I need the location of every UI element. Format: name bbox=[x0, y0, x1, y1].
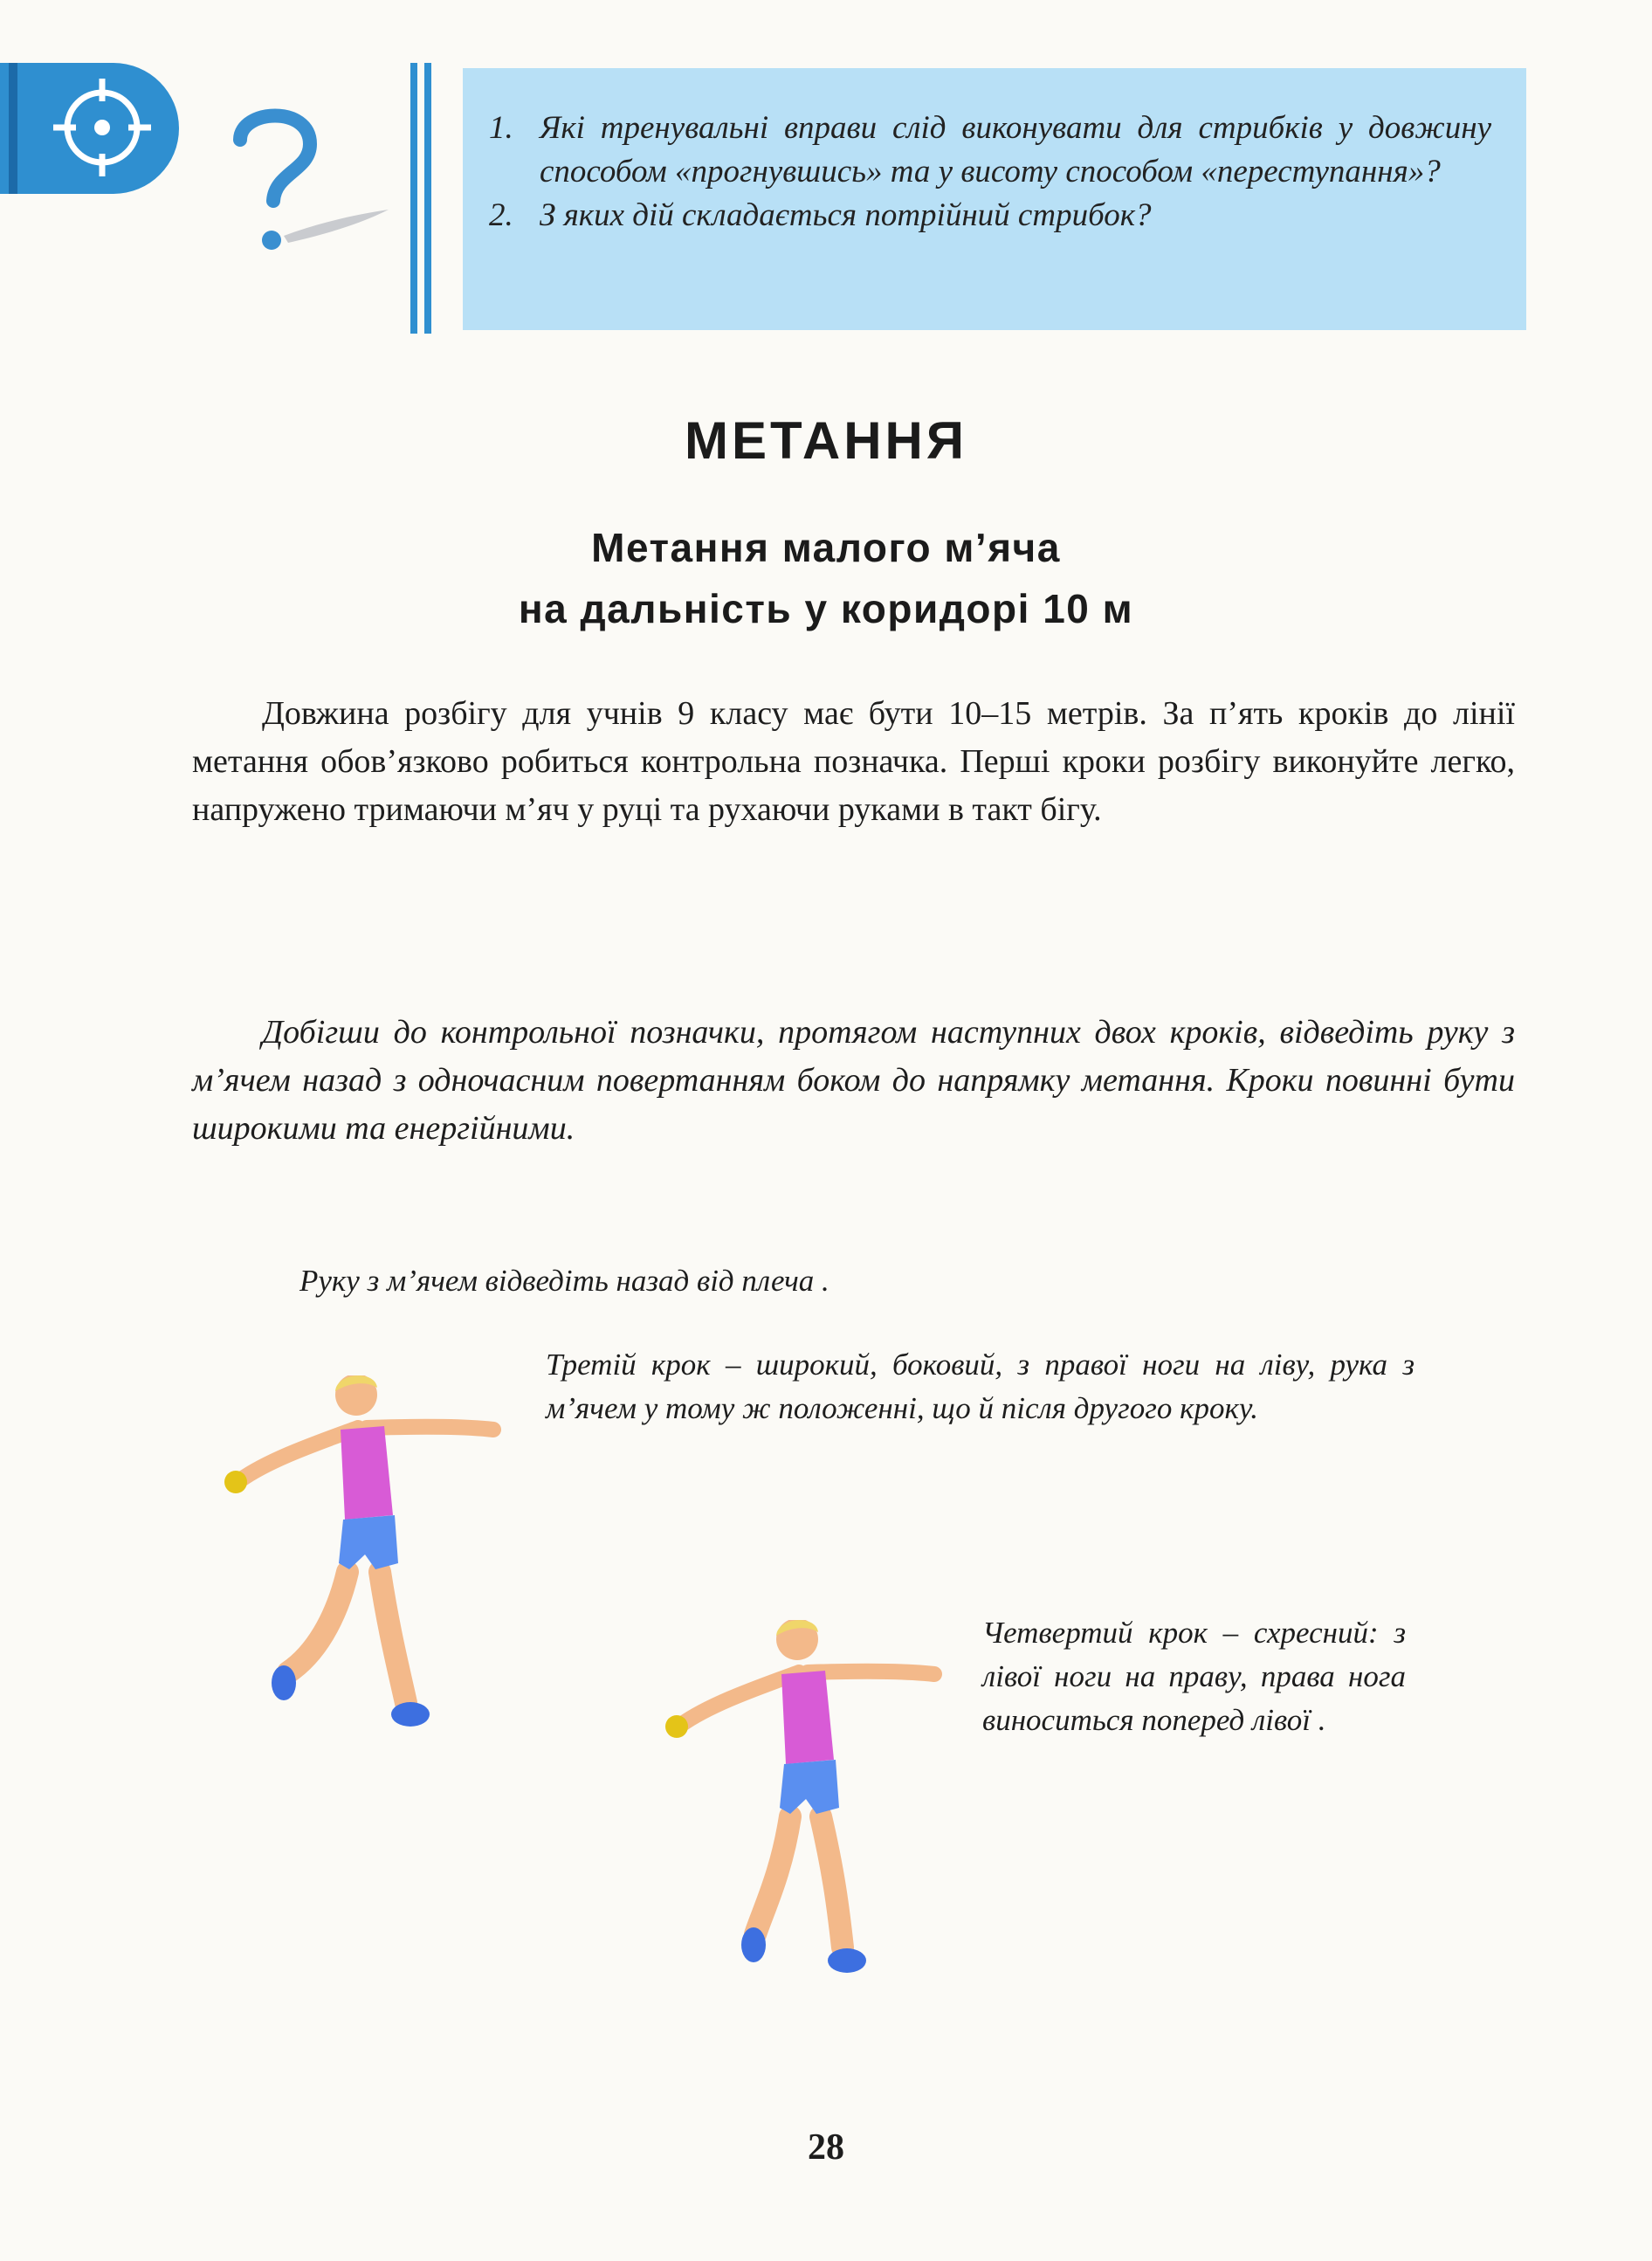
athlete-figure-fourth-step bbox=[659, 1620, 956, 1987]
subtitle-line-1: Метання малого м’яча bbox=[591, 525, 1061, 570]
section-subtitle bbox=[0, 517, 1652, 639]
caption-fourth-step: Четвертий крок – схресний: з лівої ноги на праву, права нога виноситься поперед лівої . bbox=[982, 1616, 1406, 1737]
question-mark-icon bbox=[214, 105, 389, 279]
question-number: 2. bbox=[489, 197, 513, 233]
question-text: Які тренувальні вправи слід виконувати для стрибків у довжину способом «прогнувшись» та у висоту способом «переступання»? bbox=[540, 110, 1491, 190]
caption-arm-back: Руку з м’ячем відведіть назад від плеча . bbox=[299, 1264, 829, 1298]
question-item bbox=[489, 107, 1491, 194]
question-text: З яких дій складається потрійний стрибок? bbox=[540, 197, 1152, 233]
paragraph-run-up: Довжина розбігу для учнів 9 класу має бути 10–15 метрів. За п’ять кроків до лінії метання обов’язково робиться контрольна позначка. Перші кроки розбігу виконуйте легко, напружено тримаючи м’яч у руці та рухаючи руками в такт бігу. bbox=[192, 695, 1515, 828]
page-number: 28 bbox=[808, 2127, 844, 2168]
athlete-figure-third-step bbox=[218, 1375, 515, 1742]
paragraph-steps: Добігши до контрольної позначки, протягом наступних двох кроків, відведіть руку з м’ячем назад з одночасним повертанням боком до напрямку метання. Кроки повинні бути широкими та енергійними. bbox=[192, 1014, 1515, 1147]
subtitle-line-2: на дальність у коридорі 10 м bbox=[518, 586, 1134, 631]
question-number: 1. bbox=[489, 110, 513, 146]
target-icon-tab bbox=[0, 63, 179, 194]
section-title: МЕТАННЯ bbox=[685, 411, 967, 470]
questions-box bbox=[463, 68, 1526, 330]
question-item bbox=[489, 194, 1491, 238]
target-icon bbox=[48, 73, 157, 183]
caption-third-step: Третій крок – широкий, боковий, з правої ноги на ліву, рука з м’ячем у тому ж положенні, що й після другого кроку. bbox=[546, 1348, 1415, 1425]
divider-bars bbox=[410, 63, 437, 334]
